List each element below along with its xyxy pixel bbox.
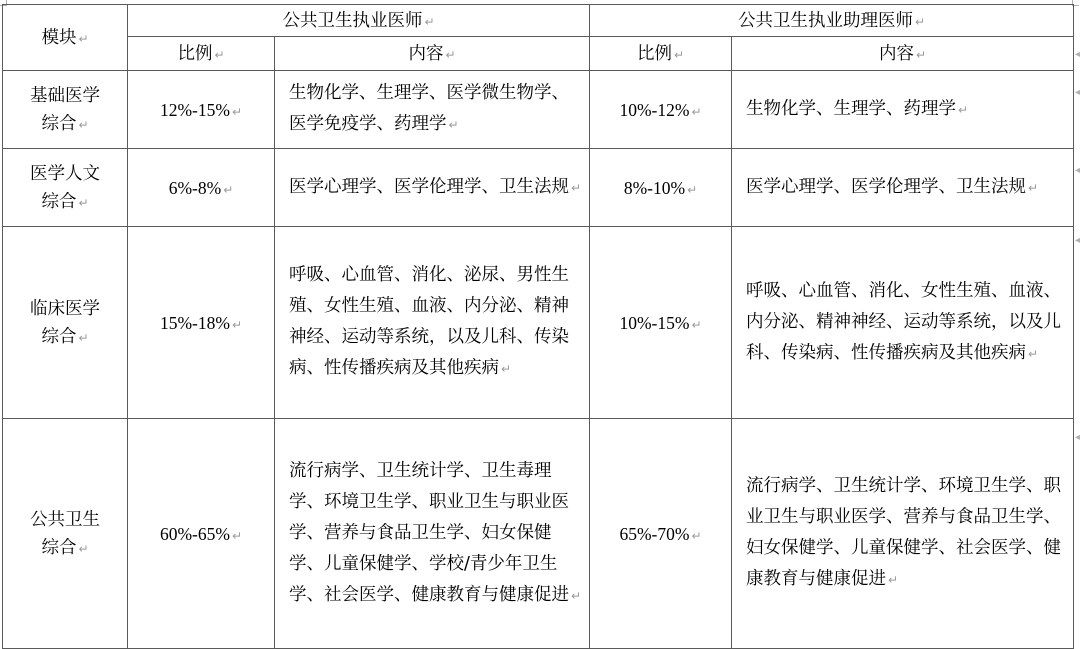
paragraph-mark-icon: ↵ (571, 180, 582, 195)
physician-ratio: 15%-18% (159, 312, 230, 333)
assistant-ratio: 65%-70% (619, 523, 690, 544)
physician-content-cell (275, 227, 590, 419)
physician-ratio-header-cell (128, 37, 275, 71)
content-header: 内容 (878, 43, 914, 64)
paragraph-mark-icon: ↵ (78, 31, 89, 46)
module-cell (3, 71, 128, 149)
exam-module-table (2, 4, 1074, 649)
assistant-content: 流行病学、卫生统计学、环境卫生学、职业卫生与职业医学、营养与食品卫生学、妇女保健学、儿童保健学、社会医学、健康教育与健康促进 (746, 476, 1061, 589)
paragraph-mark-icon: ↵ (691, 104, 702, 119)
physician-ratio: 6%-8% (168, 177, 222, 198)
assistant-ratio-cell (590, 71, 732, 149)
paragraph-mark-icon: ↵ (445, 47, 456, 62)
module-name-line2: 综合 (41, 113, 77, 134)
module-name-line1: 医学人文 (30, 163, 100, 184)
assistant-content-cell (732, 71, 1074, 149)
physician-group-header-cell (128, 5, 590, 37)
row-end-marker-icon: ◂ (1075, 432, 1080, 443)
paragraph-mark-icon: ↵ (914, 14, 926, 29)
assistant-content-header-cell (732, 37, 1074, 71)
paragraph-mark-icon: ↵ (915, 47, 927, 62)
physician-content-cell (275, 71, 590, 149)
assistant-ratio: 8%-10% (623, 177, 686, 198)
module-name-line1: 基础医学 (30, 85, 100, 106)
paragraph-mark-icon: ↵ (78, 117, 89, 132)
table-header-row (3, 5, 1074, 37)
content-header: 内容 (408, 43, 444, 64)
row-end-marker-icon: ◂ (1075, 235, 1080, 246)
paragraph-mark-icon: ↵ (78, 330, 89, 345)
assistant-ratio: 10%-12% (619, 99, 690, 120)
paragraph-mark-icon: ↵ (1028, 346, 1039, 361)
physician-ratio: 60%-65% (159, 523, 230, 544)
physician-content: 呼吸、心血管、消化、泌尿、男性生殖、女性生殖、血液、内分泌、精神神经、运动等系统，以及儿科、传染病、性传播疾病及其他疾病 (289, 265, 569, 378)
module-name-line1: 临床医学 (30, 298, 100, 319)
physician-ratio-cell (128, 71, 275, 149)
module-name-line2: 综合 (41, 537, 77, 558)
module-cell (3, 227, 128, 419)
paragraph-mark-icon: ↵ (231, 104, 243, 119)
paragraph-mark-icon: ↵ (78, 195, 89, 210)
physician-group-header: 公共卫生执业医师 (282, 10, 423, 31)
paragraph-mark-icon: ↵ (691, 317, 702, 332)
paragraph-mark-icon: ↵ (78, 541, 89, 556)
physician-content: 生物化学、生理学、医学微生物学、医学免疫学、药理学 (289, 83, 569, 134)
physician-content: 流行病学、卫生统计学、卫生毒理学、环境卫生学、职业卫生与职业医学、营养与食品卫生学、妇女保健学、儿童保健学、学校/青少年卫生学、社会医学、健康教育与健康促进 (289, 460, 569, 605)
assistant-content: 医学心理学、医学伦理学、卫生法规 (746, 176, 1026, 197)
module-name-line2: 综合 (41, 191, 77, 212)
ratio-header: 比例 (636, 43, 672, 64)
assistant-content-cell (732, 227, 1074, 419)
table-row (3, 419, 1074, 649)
assistant-ratio-cell (590, 227, 732, 419)
assistant-content: 呼吸、心血管、消化、女性生殖、血液、内分泌、精神神经、运动等系统，以及儿科、传染病、性传播疾病及其他疾病 (746, 280, 1061, 363)
row-end-marker-icon: ◂ (1075, 49, 1080, 60)
table-row (3, 227, 1074, 419)
paragraph-mark-icon: ↵ (448, 118, 459, 132)
module-header-cell (3, 5, 128, 71)
paragraph-mark-icon: ↵ (673, 47, 685, 62)
module-cell (3, 419, 128, 649)
physician-ratio-cell (128, 227, 275, 419)
assistant-ratio: 10%-15% (619, 312, 690, 333)
paragraph-mark-icon: ↵ (958, 102, 969, 117)
physician-ratio: 12%-15% (159, 99, 230, 120)
paragraph-mark-icon: ↵ (571, 588, 582, 603)
physician-ratio-cell (128, 149, 275, 227)
paragraph-mark-icon: ↵ (691, 528, 702, 543)
assistant-ratio-header-cell (590, 37, 732, 71)
row-end-marker-icon: ◂ (1075, 87, 1080, 98)
paragraph-mark-icon: ↵ (231, 317, 243, 332)
physician-content-cell (275, 149, 590, 227)
assistant-group-header-cell (590, 5, 1074, 37)
assistant-content-cell (732, 419, 1074, 649)
physician-ratio-cell (128, 419, 275, 649)
table-row (3, 149, 1074, 227)
paragraph-mark-icon: ↵ (1028, 180, 1039, 195)
ratio-header: 比例 (177, 43, 213, 64)
assistant-ratio-cell (590, 149, 732, 227)
module-header: 模块 (41, 27, 77, 48)
module-cell (3, 149, 128, 227)
paragraph-mark-icon: ↵ (223, 182, 234, 197)
paragraph-mark-icon: ↵ (687, 182, 698, 197)
assistant-group-header: 公共卫生执业助理医师 (737, 10, 913, 31)
paragraph-mark-icon: ↵ (214, 47, 225, 62)
module-name-line1: 公共卫生 (30, 509, 100, 530)
physician-content: 医学心理学、医学伦理学、卫生法规 (289, 176, 569, 197)
module-name-line2: 综合 (41, 326, 77, 347)
physician-content-cell (275, 419, 590, 649)
row-end-marker-icon: ◂ (1075, 165, 1080, 176)
assistant-ratio-cell (590, 419, 732, 649)
physician-content-header-cell (275, 37, 590, 71)
paragraph-mark-icon: ↵ (231, 528, 243, 543)
assistant-content: 生物化学、生理学、药理学 (746, 98, 956, 119)
assistant-content-cell (732, 149, 1074, 227)
paragraph-mark-icon: ↵ (501, 362, 512, 376)
table-row (3, 71, 1074, 149)
paragraph-mark-icon: ↵ (888, 573, 899, 587)
paragraph-mark-icon: ↵ (424, 14, 435, 29)
table-subheader-row (3, 37, 1074, 71)
